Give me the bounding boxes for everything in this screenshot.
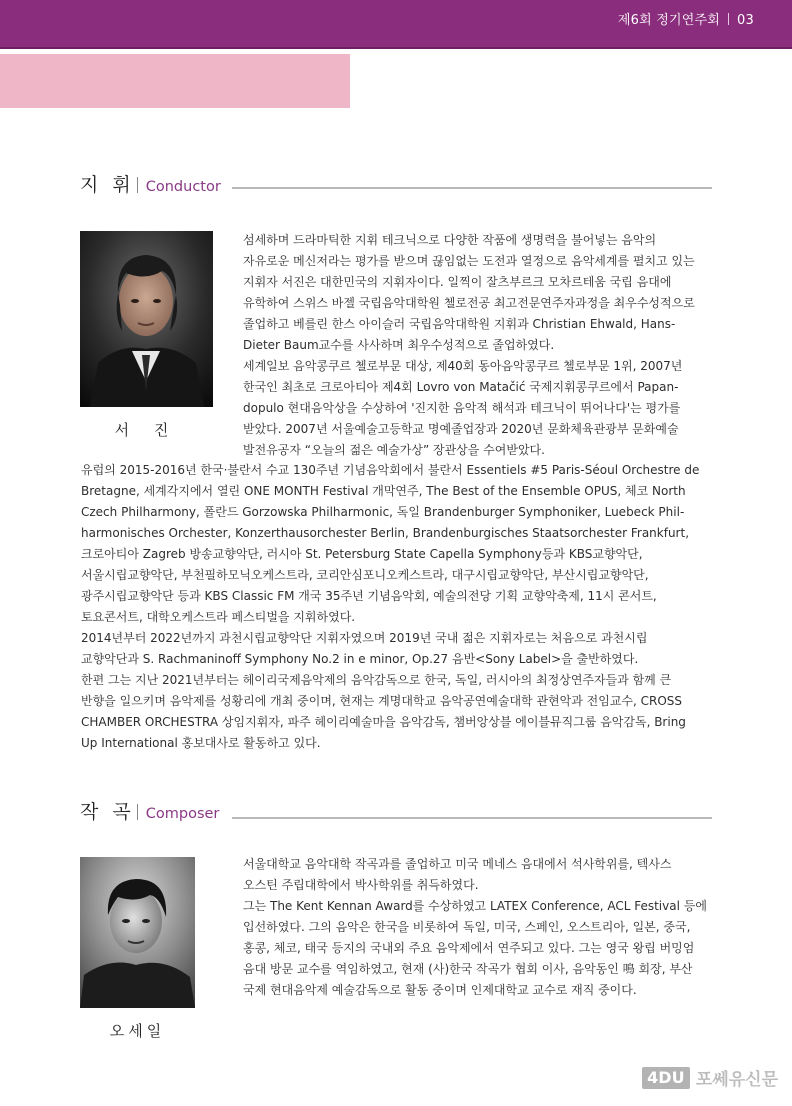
text-line: 2014년부터 2022년까지 과천시립교향악단 지휘자였으며 2019년 국내 젊은 지휘자로는 처음으로 과천시립 xyxy=(81,631,648,645)
text-line: 서울대학교 음악대학 작곡과를 졸업하고 미국 메네스 음대에서 석사학위를, 텍사스 xyxy=(243,857,672,871)
text-line: dopulo 현대음악상을 수상하여 '진지한 음악적 해석과 테크닉이 뛰어나다'는 평가를 xyxy=(243,401,681,415)
concert-title: 제6회 정기연주회 xyxy=(617,13,721,28)
text-line: 한편 그는 지난 2021년부터는 헤이리국제음악제의 음악감독으로 한국, 독일, 러시아의 최정상연주자들과 함께 큰 xyxy=(81,673,672,687)
conductor-bio-paragraph-3 xyxy=(81,460,711,628)
conductor-bio-paragraph-4 xyxy=(81,628,711,670)
text-line: 세계일보 음악콩쿠르 첼로부문 대상, 제40회 동아음악콩쿠르 첼로부문 1위, 2007년 xyxy=(243,359,683,373)
text-line: 지휘자 서진은 대한민국의 지휘자이다. 일찍이 잘츠부르크 모차르테움 국립 음대에 xyxy=(243,275,672,289)
text-line: CHAMBER ORCHESTRA 상임지휘자, 파주 헤이리예술마을 음악감독, 챔버앙상블 에이블뮤직그룹 음악감독, Bring xyxy=(81,715,686,729)
text-line: 음대 방문 교수를 역임하였고, 현재 (사)한국 작곡가 협회 이사, 음악동인 鳴 회장, 부산 xyxy=(243,962,693,976)
text-line: 받았다. 2007년 서울예술고등학교 명예졸업장과 2020년 문화체육관광부 문화예술 xyxy=(243,422,679,436)
text-line: 서울시립교향악단, 부천필하모닉오케스트라, 코리안심포니오케스트라, 대구시립교향악단, 부산시립교향악단, xyxy=(81,568,649,582)
composer-photo xyxy=(80,857,195,1008)
text-line: 유학하여 스위스 바젤 국립음악대학원 첼로전공 최고전문연주자과정을 최우수성적으로 xyxy=(243,296,695,310)
conductor-heading xyxy=(80,170,221,197)
text-line: 국제 현대음악제 예술감독으로 활동 중이며 인제대학교 교수로 재직 중이다. xyxy=(243,983,637,997)
conductor-portrait-icon xyxy=(80,231,213,407)
composer-bio-paragraph-2 xyxy=(243,896,711,1001)
text-line: harmonisches Orchester, Konzerthausorchester Berlin, Brandenburgisches Staatsorchester Frankfurt, xyxy=(81,526,690,540)
text-line: 교향악단과 S. Rachmaninoff Symphony No.2 in e minor, Op.27 음반<Sony Label>을 출반하였다. xyxy=(81,652,639,666)
page-number: 03 xyxy=(737,13,754,28)
publisher-watermark xyxy=(642,1065,778,1090)
text-line: Dieter Baum교수를 사사하며 최우수성적으로 졸업하였다. xyxy=(243,338,555,352)
text-line: 졸업하고 베를린 한스 아이슬러 국립음악대학원 지휘과 Christian Ehwald, Hans- xyxy=(243,317,676,331)
heading-divider xyxy=(137,804,138,820)
watermark-logo: 4DU xyxy=(642,1067,690,1089)
heading-divider xyxy=(137,177,138,193)
text-line: 광주시립교향악단 등과 KBS Classic FM 개국 35주년 기념음악회, 예술의전당 기획 교향악축제, 11시 콘서트, xyxy=(81,589,657,603)
composer-bio-paragraph-1 xyxy=(243,854,711,896)
text-line: 크로아티아 Zagreb 방송교향악단, 러시아 St. Petersburg State Capella Symphony등과 KBS교향악단, xyxy=(81,547,643,561)
composer-heading xyxy=(80,797,219,824)
conductor-name: 서 진 xyxy=(114,421,179,439)
section-rule xyxy=(232,817,712,819)
watermark-text: 포쎄유신문 xyxy=(695,1070,778,1090)
composer-title-en: Composer xyxy=(145,806,220,822)
text-line: 발전유공자 “오늘의 젊은 예술가상” 장관상을 수여받았다. xyxy=(243,443,545,457)
text-line: 자유로운 메신저라는 평가를 받으며 끊임없는 도전과 열정으로 음악세계를 펼치고 있는 xyxy=(243,254,695,268)
text-line: 오스틴 주립대학에서 박사학위를 취득하였다. xyxy=(243,878,479,892)
text-line: 그는 The Kent Kennan Award를 수상하였고 LATEX Conference, ACL Festival 등에 xyxy=(243,899,707,913)
composer-title-ko: 작 곡 xyxy=(80,801,135,823)
conductor-bio-paragraph-2 xyxy=(243,356,711,461)
conductor-title-en: Conductor xyxy=(145,179,221,195)
text-line: 입선하였다. 그의 음악은 한국을 비롯하여 독일, 미국, 스페인, 오스트리아, 일본, 중국, xyxy=(243,920,691,934)
text-line: Czech Philharmony, 폴란드 Gorzowska Philharmonic, 독일 Brandenburger Symphoniker, Luebeck Phil- xyxy=(81,505,685,519)
text-line: Up International 홍보대사로 활동하고 있다. xyxy=(81,736,321,750)
composer-portrait-icon xyxy=(80,857,195,1008)
conductor-photo xyxy=(80,231,213,407)
header-underline xyxy=(0,47,792,49)
text-line: 한국인 최초로 크로아티아 제4회 Lovro von Matačić 국제지휘콩쿠르에서 Papan- xyxy=(243,380,679,394)
text-line: 반향을 일으키며 음악제를 성황리에 개최 중이며, 현재는 계명대학교 음악공연예술대학 관현악과 전임교수, CROSS xyxy=(81,694,683,708)
conductor-bio-paragraph-5 xyxy=(81,670,711,754)
text-line: 토요콘서트, 대학오케스트라 페스티벌을 지휘하였다. xyxy=(81,610,356,624)
text-line: Bretagne, 세계각지에서 열린 ONE MONTH Festival 개막연주, The Best of the Ensemble OPUS, 체코 North xyxy=(81,484,686,498)
composer-name: 오세일 xyxy=(109,1022,166,1040)
running-header xyxy=(618,9,754,28)
text-line: 홍콩, 체코, 태국 등지의 국내외 주요 음악제에서 연주되고 있다. 그는 영국 왕립 버밍엄 xyxy=(243,941,695,955)
decorative-band xyxy=(0,54,350,108)
section-rule xyxy=(232,187,712,189)
conductor-title-ko: 지 휘 xyxy=(80,174,135,196)
text-line: 섬세하며 드라마틱한 지휘 테크닉으로 다양한 작품에 생명력을 불어넣는 음악의 xyxy=(243,233,657,247)
header-divider xyxy=(728,13,729,25)
text-line: 유럽의 2015-2016년 한국·불란서 수교 130주년 기념음악회에서 불란서 Essentiels #5 Paris-Séoul Orchestre de xyxy=(81,463,700,477)
conductor-bio-paragraph-1 xyxy=(243,230,711,356)
